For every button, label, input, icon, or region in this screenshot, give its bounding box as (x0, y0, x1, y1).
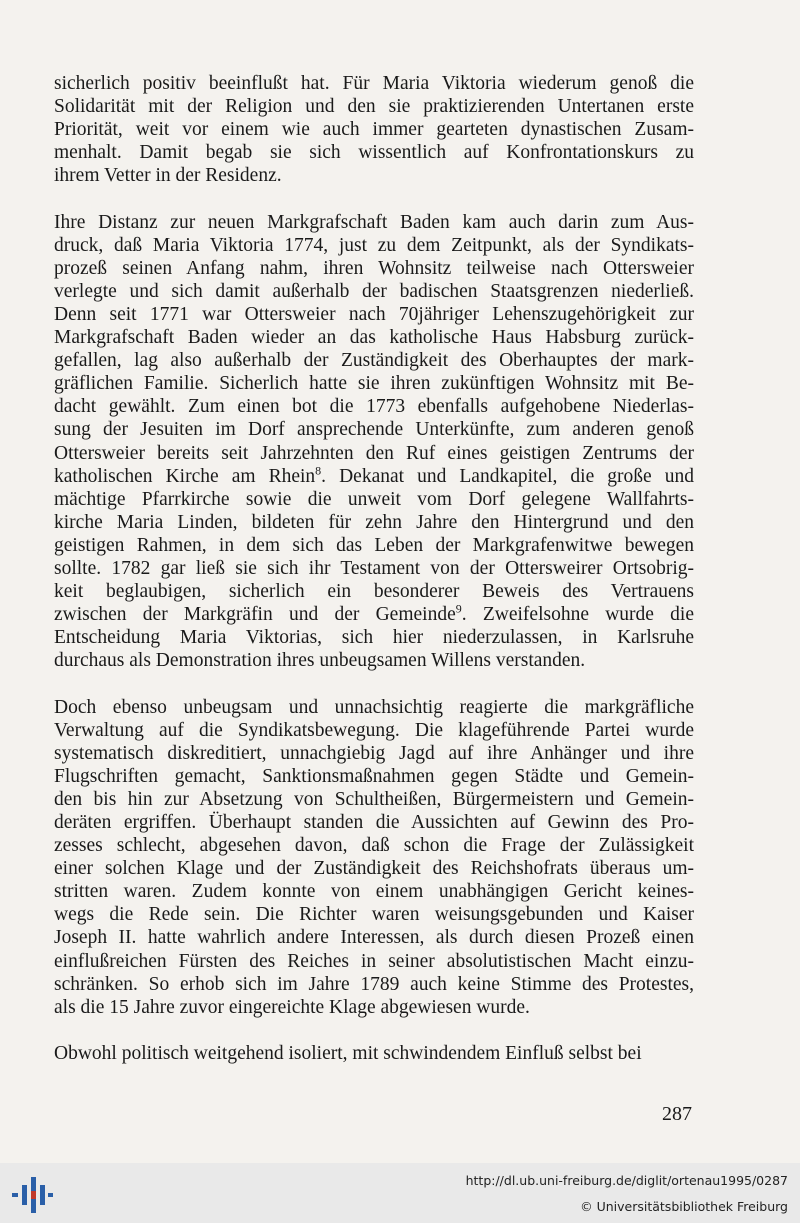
paragraph (54, 696, 694, 1019)
paragraph-gap (54, 672, 694, 695)
text-line: wegs die Rede sein. Die Richter waren weisungsgebunden und Kaiser (54, 904, 694, 926)
text-line: Solidarität mit der Religion und den sie praktizierenden Untertanen erste (54, 96, 694, 118)
text-line: gefallen, lag also außerhalb der Zuständigkeit des Oberhauptes der mark- (54, 350, 694, 372)
text-line: stritten waren. Zudem konnte von einem unabhängigen Gericht keines- (54, 881, 694, 903)
text-line: Priorität, weit vor einem wie auch immer gearteten dynastischen Zusam- (54, 119, 694, 141)
text-line: Obwohl politisch weitgehend isoliert, mit schwindendem Einfluß selbst bei (54, 1042, 642, 1064)
text-line: einflußreichen Fürsten des Reiches in seiner absolutistischen Macht einzu- (54, 950, 694, 972)
text-line: deräten ergriffen. Überhaupt standen die Aussichten auf Gewinn des Pro- (54, 812, 694, 833)
footer-bar (0, 1163, 800, 1223)
text-line: schränken. So erhob sich im Jahre 1789 auch keine Stimme des Protestes, (54, 973, 694, 995)
body-text (54, 72, 694, 1065)
paragraph (54, 211, 694, 673)
text-line: Ihre Distanz zur neuen Markgrafschaft Baden kam auch darin zum Aus- (54, 211, 694, 233)
copyright-text: © Universitätsbibliothek Freiburg (580, 1199, 788, 1214)
source-url-link[interactable]: http://dl.ub.uni-freiburg.de/diglit/ortenau1995/0287 (465, 1173, 788, 1188)
text-line: sicherlich positiv beeinflußt hat. Für Maria Viktoria wiederum genoß die (54, 73, 694, 94)
text-line: prozeß seinen Anfang nahm, ihren Wohnsitz teilweise nach Ottersweier (54, 257, 694, 279)
footnote-marker: 8 (315, 463, 322, 478)
text-line: kirche Maria Linden, bildeten für zehn Jahre den Hintergrund und den (54, 511, 694, 533)
text-line: Doch ebenso unbeugsam und unnachsichtig reagierte die markgräfliche (54, 696, 694, 718)
text-line: katholischen Kirche am Rhein$^8$. Dekanat und Landkapitel, die große und (54, 463, 694, 487)
paragraph-gap (54, 1019, 694, 1042)
text-line: zesses schlecht, abgesehen davon, daß schon die Frage der Zulässigkeit (54, 835, 694, 857)
text-line: durchaus als Demonstration ihres unbeugsamen Willens verstanden. (54, 650, 586, 672)
text-line: verlegte und sich damit außerhalb der badischen Staatsgrenzen niederließ. (54, 280, 694, 302)
text-line: Ottersweier bereits seit Jahrzehnten den Ruf eines geistigen Zentrums der (54, 442, 694, 464)
text-line: Verwaltung auf die Syndikatsbewegung. Die klageführende Partei wurde (54, 719, 694, 741)
text-line: druck, daß Maria Viktoria 1774, just zu dem Zeitpunkt, als der Syndikats- (54, 234, 694, 256)
text-line: mächtige Pfarrkirche sowie die unweit vom Dorf gelegene Wallfahrts- (54, 488, 694, 510)
text-line: einer solchen Klage und der Zuständigkeit des Reichshofrats überaus um- (54, 858, 694, 880)
footnote-marker: 9 (455, 601, 462, 616)
paragraph-gap (54, 187, 694, 210)
text-line: den bis hin zur Absetzung von Schultheißen, Bürgermeistern und Gemein- (54, 788, 694, 810)
text-line: systematisch diskreditiert, unnachgiebig Jagd auf ihre Anhänger und ihre (54, 742, 694, 764)
text-line: Entscheidung Maria Viktorias, sich hier niederzulassen, in Karlsruhe (54, 627, 694, 649)
text-line: Joseph II. hatte wahrlich andere Interessen, als durch diesen Prozeß einen (54, 927, 694, 949)
text-line: Markgrafschaft Baden wieder an das katholische Haus Habsburg zurück- (54, 327, 694, 349)
text-line: menhalt. Damit begab sie sich wissentlich auf Konfrontationskurs zu (54, 142, 694, 164)
text-line: sung der Jesuiten im Dorf ansprechende Unterkünfte, zum anderen genoß (54, 419, 694, 441)
text-line: als die 15 Jahre zuvor eingereichte Klage abgewiesen wurde. (54, 996, 530, 1018)
text-line: Denn seit 1771 war Ottersweier nach 70jähriger Lehenszugehörigkeit zur (54, 303, 694, 325)
page-number: 287 (662, 1103, 692, 1125)
text-line: dacht gewählt. Zum einen bot die 1773 ebenfalls aufgehobene Niederlas- (54, 396, 694, 418)
paragraph (54, 72, 694, 187)
text-line: geistigen Rahmen, in dem sich das Leben der Markgrafenwitwe bewegen (54, 534, 694, 556)
text-line: gräflichen Familie. Sicherlich hatte sie ihren zukünftigen Wohnsitz mit Be- (54, 373, 694, 395)
text-line: sollte. 1782 gar ließ sie sich ihr Testament von der Ottersweirer Ortsobrig- (54, 557, 694, 579)
paragraph (54, 1042, 694, 1065)
ub-freiburg-logo-icon (10, 1177, 54, 1213)
text-line: keit beglaubigen, sicherlich ein besonderer Beweis des Vertrauens (54, 581, 694, 603)
text-line: Flugschriften gemacht, Sanktionsmaßnahmen gegen Städte und Gemein- (54, 765, 694, 787)
text-line: ihrem Vetter in der Residenz. (54, 165, 282, 187)
text-line: zwischen der Markgräfin und der Gemeinde$^9$. Zweifelsohne wurde die (54, 601, 695, 626)
